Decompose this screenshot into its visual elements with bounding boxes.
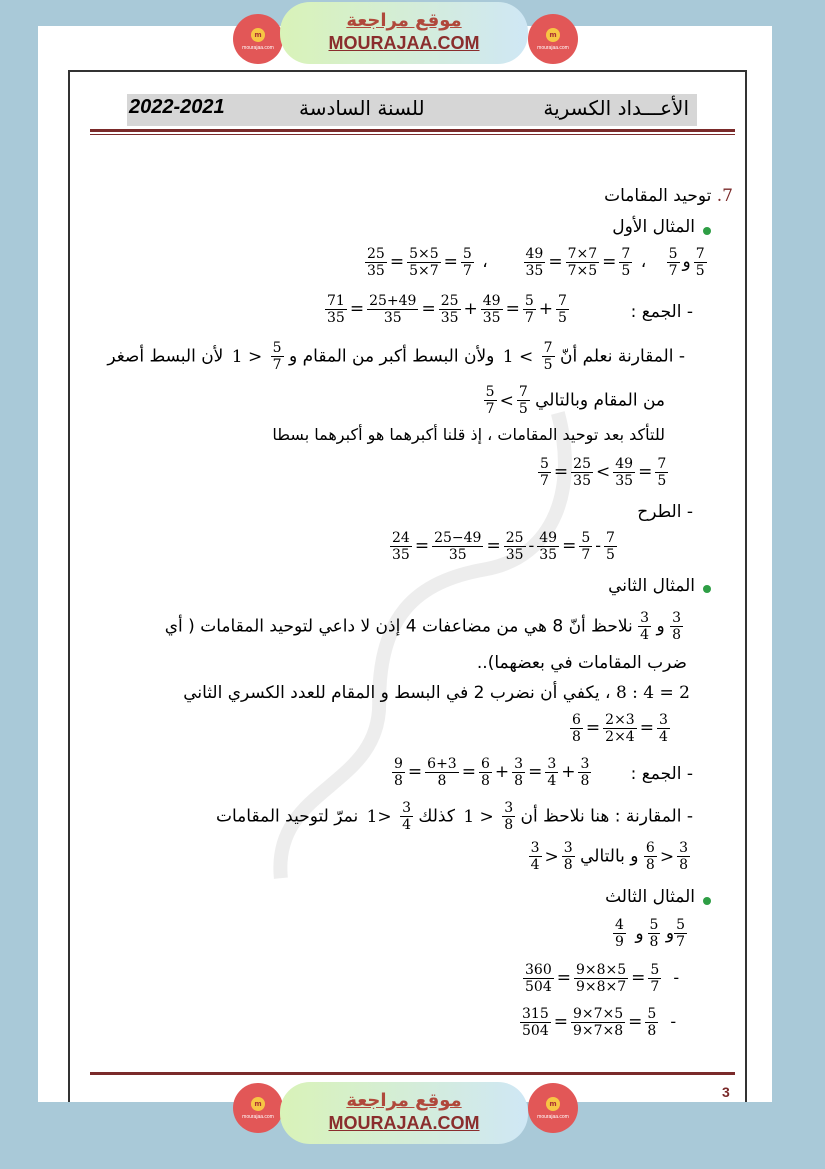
ex3-line2: $\frac{315}{504}$ = $\frac{9\times 7\times 5}{9\times 7\times 8}$ = $\frac{5}{8}$ - (522, 1006, 677, 1039)
site-banner-bottom[interactable] (280, 1082, 528, 1144)
ex2-equiv: $\frac{6}{8}$ = $\frac{2\times 3}{2\times 4}$ = $\frac{3}{4}$ (572, 712, 668, 745)
banner-arabic[interactable]: موقع مراجعة (346, 1090, 462, 1111)
ex2-note-line3: 8 : 4 = 2 ، يكفي أن نضرب 2 في البسط و المقام للعدد الكسري الثاني (183, 683, 690, 703)
logo-badge-icon: m (251, 28, 265, 42)
banner-arabic[interactable]: موقع مراجعة (346, 10, 462, 31)
ex2-compare-line2: $\frac{3}{8}$ < $\frac{6}{8}$ و بالتالي $\frac{3}{8}$ < $\frac{3}{4}$ (530, 840, 688, 873)
header-title: الأعـــداد الكسرية (543, 96, 689, 120)
site-logo-left-bottom[interactable] (233, 1083, 283, 1133)
page-number: 3 (722, 1084, 730, 1100)
ex1-compare-common: $\frac{5}{7}$ = $\frac{25}{35}$ < $\frac{49}{35}$ = $\frac{7}{5}$ (540, 456, 667, 489)
ex1-title: المثال الأول (612, 217, 695, 237)
ex3-fractions: $\frac{5}{7}$ و $\frac{5}{8}$ و $\frac{4}{9}$ (614, 917, 685, 950)
ex1-sum: $\frac{71}{35}$ = $\frac{25+49}{35}$ = $\frac{25}{35}$ + $\frac{49}{35}$ = $\frac{5}{7}$ + $\frac{7}{5}$ (327, 293, 567, 326)
logo-caption: mourajaa.com (242, 45, 274, 51)
ex1-compare-line2: من المقام وبالتالي $\frac{7}{5}$ > $\frac{5}{7}$ (485, 384, 665, 417)
section-title: توحيد المقامات (604, 186, 712, 206)
header-level: للسنة السادسة (299, 96, 425, 120)
section-heading (604, 186, 733, 206)
ex1-compare-line3: للتأكد بعد توحيد المقامات ، إذ قلنا أكبرهما هو أكبرهما بسطا (272, 425, 665, 444)
ex3-line1: $\frac{360}{504}$ = $\frac{9\times 8\times 5}{9\times 8\times 7}$ = $\frac{5}{7}$ - (525, 962, 680, 995)
ex1-sub-label: - الطرح (637, 502, 693, 522)
section-number: 7. (716, 186, 733, 206)
ex2-note-line1: $\frac{3}{8}$ و $\frac{3}{4}$ نلاحظ أنّ 8 هي من مضاعفات 4 إذن لا داعي لتوحيد المقامات ( أي (164, 610, 681, 643)
ex1-line1: $\frac{25}{35}$ = $\frac{5\times 5}{5\times 7}$ = $\frac{5}{7}$ ، $\frac{49}{35}$ = $\frac{7\times 7}{7\times 5}$ = $\frac{7}{5}$ ، $\frac{5}{7}$ و $\frac{7}{5}$ (367, 246, 705, 279)
logo-caption: mourajaa.com (537, 45, 569, 51)
ex2-title: المثال الثاني (608, 576, 695, 596)
logo-caption: mourajaa.com (242, 1114, 274, 1120)
header-rule (90, 129, 735, 132)
site-logo-right-top[interactable] (528, 14, 578, 64)
site-logo-left-top[interactable] (233, 14, 283, 64)
document-header (127, 94, 697, 126)
ex2-compare-line1: - المقارنة : هنا نلاحظ أن $\frac{3}{8}$ < 1 كذلك $\frac{3}{4}$ <1 نمرّ لتوحيد المقامات (215, 800, 693, 833)
ex2-sum: $\frac{9}{8}$ = $\frac{6+3}{8}$ = $\frac{6}{8}$ + $\frac{3}{8}$ = $\frac{3}{4}$ + $\frac{3}{8}$ (394, 756, 590, 789)
header-rule-thin (90, 134, 735, 135)
logo-badge-icon: m (251, 1097, 265, 1111)
logo-caption: mourajaa.com (537, 1114, 569, 1120)
bullet-icon (703, 897, 711, 905)
ex1-compare-line1: - المقارنة نعلم أنّ $\frac{7}{5}$ > 1 ولأن البسط أكبر من المقام و $\frac{5}{7}$ < 1 لأن البسط أصغر (107, 340, 685, 373)
header-year: 2022-2021 (129, 96, 225, 118)
footer-rule (90, 1072, 735, 1075)
banner-latin[interactable]: MOURAJAA.COM (328, 33, 480, 53)
bullet-icon (703, 585, 711, 593)
bullet-icon (703, 227, 711, 235)
ex1-sum-label: - الجمع : (630, 302, 693, 322)
site-banner-top[interactable] (280, 2, 528, 64)
logo-badge-icon: m (546, 1097, 560, 1111)
banner-latin[interactable]: MOURAJAA.COM (328, 1113, 480, 1133)
ex3-title: المثال الثالث (605, 887, 695, 907)
ex1-sub: $\frac{24}{35}$ = $\frac{25-49}{35}$ = $\frac{25}{35}$ - $\frac{49}{35}$ = $\frac{5}{7}$ - $\frac{7}{5}$ (392, 530, 615, 563)
logo-badge-icon: m (546, 28, 560, 42)
ex2-sum-label: - الجمع : (630, 764, 693, 784)
ex2-note-line2: ضرب المقامات في بعضهما).. (476, 653, 687, 673)
site-logo-right-bottom[interactable] (528, 1083, 578, 1133)
